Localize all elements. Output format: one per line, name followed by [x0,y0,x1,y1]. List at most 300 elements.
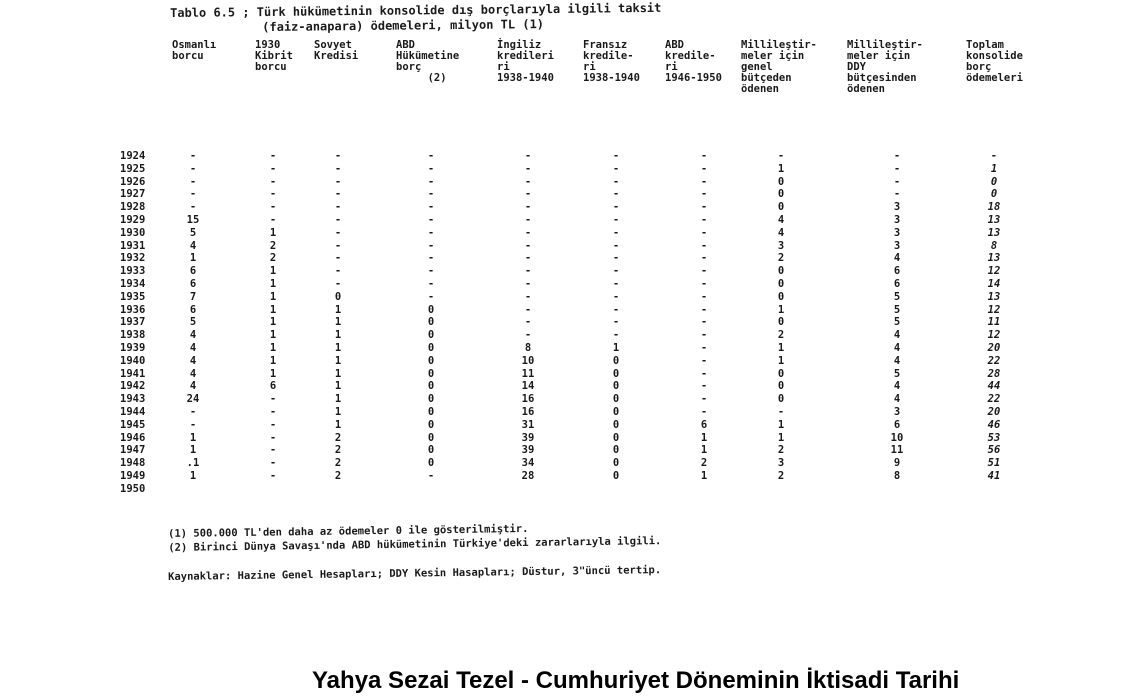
table-cell: 1 [269,265,277,278]
table-cell: - [893,188,901,201]
table-cell: - [700,213,708,226]
table-cell: 1 [189,469,197,482]
table-cell [693,483,715,496]
table-cell: - [269,405,277,418]
table-cell: 3 [777,239,785,252]
table-cell: 53 [987,431,1001,444]
table-cell: 1 [777,341,785,354]
table-cell: 14 [987,277,1001,290]
table-cell: - [269,201,277,214]
table-cell: - [700,226,708,239]
table-cell: 39 [521,431,535,444]
year-label: 1929 [120,213,146,226]
column-header-abd_kredi: ABD kredile- ri 1946-1950 [665,39,722,84]
table-cell: 0 [612,367,620,380]
table-cell: 3 [893,239,901,252]
table-cell [886,483,908,496]
table-cell: - [700,162,708,175]
table-cell: - [269,175,277,188]
table-cell: 13 [987,252,1001,265]
table-cell: 4 [893,380,901,393]
table-cell: 15 [186,213,200,226]
table-cell: 7 [189,290,197,303]
table-cell: - [612,316,620,329]
column-osmanli [182,150,204,496]
table-cell: - [427,265,435,278]
table-cell: 6 [269,380,277,393]
table-cell: 1 [189,431,197,444]
table-cell: 0 [777,316,785,329]
table-cell: - [269,469,277,482]
table-cell: - [334,188,342,201]
table-cell [517,483,539,496]
table-cell: 0 [612,393,620,406]
table-cell: 0 [777,188,785,201]
table-cell: 0 [427,431,435,444]
table-cell: - [524,303,532,316]
table-cell: - [334,175,342,188]
table-cell: 2 [777,469,785,482]
table-cell: 0 [427,303,435,316]
table-cell: 1 [777,431,785,444]
table-cell: 34 [521,457,535,470]
table-cell: - [269,393,277,406]
year-label: 1928 [120,201,146,214]
table-cell: 5 [893,290,901,303]
table-cell: 4 [893,341,901,354]
table-cell: .1 [186,457,200,470]
table-cell: 0 [427,444,435,457]
table-cell: 20 [987,405,1001,418]
table-cell: 3 [777,457,785,470]
table-cell: - [524,213,532,226]
table-cell: - [612,290,620,303]
table-cell: - [524,162,532,175]
table-cell: 0 [990,175,998,188]
column-sovyet [327,150,349,496]
column-abd_kredi [693,150,715,496]
column-fransiz [605,150,627,496]
table-cell [262,483,284,496]
table-cell: 2 [777,252,785,265]
year-label: 1934 [120,277,146,290]
table-cell: 8 [990,239,998,252]
table-cell: 2 [334,444,342,457]
table-cell: 0 [427,405,435,418]
table-cell: 1 [990,162,998,175]
table-cell: 0 [427,354,435,367]
table-cell: 1 [269,367,277,380]
table-cell: - [700,265,708,278]
sources-line: Kaynaklar: Hazine Genel Hesapları; DDY Kesin Hasapları; Düstur, 3"üncü tertip. [168,564,662,583]
table-cell: - [427,188,435,201]
table-cell: 0 [427,393,435,406]
footnote-1: (1) 500.000 TL'den daha az ödemeler 0 ile gösterilmiştir. [168,522,529,540]
table-cell: 1 [777,303,785,316]
table-cell: 4 [777,226,785,239]
table-cell: 5 [893,367,901,380]
table-cell: 1 [334,341,342,354]
year-label: 1937 [120,316,146,329]
table-cell: 4 [189,239,197,252]
table-cell: 1 [612,341,620,354]
table-cell: - [700,175,708,188]
table-cell: 0 [777,265,785,278]
year-label: 1925 [120,162,146,175]
table-cell: 10 [890,431,904,444]
table-cell: - [700,405,708,418]
table-cell: 2 [700,457,708,470]
table-cell: - [334,162,342,175]
table-cell: - [700,252,708,265]
table-cell: - [612,150,620,162]
table-cell: - [427,175,435,188]
table-cell: 4 [893,354,901,367]
table-cell: - [893,175,901,188]
table-cell: 1 [777,162,785,175]
table-cell: - [524,175,532,188]
table-cell: 0 [612,431,620,444]
table-cell: 6 [189,303,197,316]
table-cell: - [334,252,342,265]
table-cell: - [427,213,435,226]
table-cell: - [612,201,620,214]
table-cell: - [427,201,435,214]
table-cell: 0 [777,290,785,303]
table-cell [420,483,442,496]
table-cell: 4 [893,252,901,265]
table-cell: 1 [269,341,277,354]
table-cell [983,483,1005,496]
table-cell: - [334,265,342,278]
table-cell: 0 [612,444,620,457]
table-cell: 1 [334,393,342,406]
year-label: 1926 [120,175,146,188]
table-cell: 0 [334,290,342,303]
column-header-kibrit: 1930 Kibrit borcu [255,39,293,73]
table-cell: - [612,162,620,175]
table-cell: 0 [427,457,435,470]
table-cell: - [524,239,532,252]
year-label: 1940 [120,354,146,367]
table-cell: - [524,226,532,239]
table-cell: - [612,239,620,252]
table-cell: 6 [189,277,197,290]
table-cell: 1 [700,431,708,444]
table-cell: 1 [269,354,277,367]
table-cell: 8 [893,469,901,482]
table-cell: 0 [427,329,435,342]
table-cell: 28 [521,469,535,482]
table-cell: 1 [269,329,277,342]
table-cell: 39 [521,444,535,457]
table-cell: 12 [987,329,1001,342]
table-cell: 0 [990,188,998,201]
table-cell: 11 [521,367,535,380]
table-cell: 6 [893,277,901,290]
table-cell: 0 [777,380,785,393]
year-label: 1949 [120,469,146,482]
table-cell: - [269,444,277,457]
table-cell: 0 [612,469,620,482]
table-cell: 16 [521,405,535,418]
table-cell: - [524,252,532,265]
table-cell: 5 [893,316,901,329]
column-mill_genel [770,150,792,496]
column-kibrit [262,150,284,496]
table-cell: - [612,226,620,239]
table-cell: 13 [987,213,1001,226]
table-cell: - [612,213,620,226]
table-cell: - [334,150,342,162]
book-footer: Yahya Sezai Tezel - Cumhuriyet Döneminin İktisadi Tarihi [312,667,960,694]
table-cell [605,483,627,496]
table-cell: 0 [777,393,785,406]
table-cell: - [269,431,277,444]
table-cell: 2 [269,239,277,252]
table-cell: - [612,252,620,265]
table-cell: 1 [334,303,342,316]
table-cell: 1 [269,226,277,239]
table-cell: 46 [987,418,1001,431]
table-cell: - [269,418,277,431]
table-cell: - [189,188,197,201]
year-label: 1939 [120,341,146,354]
table-cell: - [700,277,708,290]
table-cell: - [893,162,901,175]
table-cell: 1 [334,405,342,418]
table-cell: - [427,239,435,252]
year-label: 1935 [120,290,146,303]
table-cell: 1 [269,316,277,329]
table-cell: 2 [334,457,342,470]
table-cell: 0 [612,457,620,470]
table-cell: 24 [186,393,200,406]
table-cell: 4 [189,380,197,393]
table-cell: - [427,226,435,239]
table-cell: - [427,469,435,482]
table-cell: 1 [334,354,342,367]
table-cell: 4 [189,354,197,367]
table-cell: - [777,405,785,418]
table-cell: 20 [987,341,1001,354]
table-cell: 0 [612,354,620,367]
table-cell: - [700,380,708,393]
year-label: 1931 [120,239,146,252]
table-cell: - [334,239,342,252]
table-cell: - [334,201,342,214]
table-cell: - [269,188,277,201]
table-cell [182,483,204,496]
year-label: 1943 [120,393,146,406]
table-cell: 6 [189,265,197,278]
table-cell: - [334,213,342,226]
table-cell: - [700,316,708,329]
column-header-mill_genel: Millileştir- meler için genel bütçeden ödenen [741,39,817,95]
column-abd_hukumet [420,150,442,496]
table-cell: - [427,162,435,175]
table-cell: 1 [189,444,197,457]
table-cell: 5 [189,226,197,239]
table-cell: 2 [334,431,342,444]
table-cell: 4 [893,393,901,406]
column-header-fransiz: Fransız kredile- ri 1938-1940 [583,39,640,84]
year-label: 1930 [120,226,146,239]
table-cell: - [524,277,532,290]
table-cell: 1 [334,380,342,393]
table-cell: - [524,265,532,278]
table-cell: - [189,175,197,188]
year-label: 1944 [120,405,146,418]
table-cell: 11 [987,316,1001,329]
table-cell: - [524,188,532,201]
table-cell: - [189,162,197,175]
table-cell: - [269,162,277,175]
table-cell: 0 [427,367,435,380]
table-cell: 11 [890,444,904,457]
table-cell: 22 [987,393,1001,406]
table-cell: 3 [893,226,901,239]
table-cell: - [189,405,197,418]
table-cell: - [524,316,532,329]
table-cell: 51 [987,457,1001,470]
table-cell: 2 [334,469,342,482]
table-cell: - [524,290,532,303]
table-cell: 0 [612,418,620,431]
title-line-2: (faiz-anapara) ödemeleri, milyon TL (1) [262,17,545,35]
year-label: 1932 [120,252,146,265]
column-mill_ddy [886,150,908,496]
table-cell: 2 [777,329,785,342]
table-cell: 0 [612,405,620,418]
table-cell: 0 [777,367,785,380]
table-cell: 6 [700,418,708,431]
year-column [120,150,145,496]
table-cell: 3 [893,201,901,214]
table-cell [327,483,349,496]
table-cell: - [189,418,197,431]
table-cell: - [427,150,435,162]
table-cell: 9 [893,457,901,470]
table-cell: 8 [524,341,532,354]
year-label: 1941 [120,367,146,380]
table-cell: 1 [269,290,277,303]
table-cell: 18 [987,201,1001,214]
year-label: 1938 [120,329,146,342]
column-header-ingiliz: İngiliz kredileri ri 1938-1940 [497,39,554,84]
column-header-toplam: Toplam konsolide borç ödemeleri [966,39,1023,84]
column-header-abd_hukumet: ABD Hükümetine borç (2) [396,39,460,84]
table-cell: 14 [521,380,535,393]
table-cell: 0 [427,380,435,393]
table-cell: - [700,367,708,380]
table-cell: - [612,265,620,278]
table-cell: - [700,201,708,214]
table-cell: - [700,303,708,316]
table-cell: 1 [777,354,785,367]
table-cell: - [189,201,197,214]
table-cell: - [700,188,708,201]
table-cell: - [700,150,708,162]
column-header-osmanli: Osmanlı borcu [172,39,217,62]
table-cell: 6 [893,418,901,431]
table-cell: - [893,150,901,162]
table-cell: 16 [521,393,535,406]
year-label: 1950 [120,482,146,495]
table-cell [770,483,792,496]
table-cell: 41 [987,469,1001,482]
table-cell: - [524,201,532,214]
column-toplam [983,150,1005,496]
table-cell: - [700,239,708,252]
table-cell: 12 [987,265,1001,278]
table-cell: 4 [189,367,197,380]
table-cell: - [612,303,620,316]
footnote-2: (2) Birinci Dünya Savaşı'nda ABD hükümetinin Türkiye'deki zararlarıyla ilgili. [168,535,662,554]
table-cell: 0 [427,316,435,329]
table-cell: 56 [987,444,1001,457]
table-cell: - [612,175,620,188]
table-cell: 1 [777,418,785,431]
table-cell: 0 [777,175,785,188]
table-cell: 1 [334,316,342,329]
table-cell: - [189,150,197,162]
table-cell: - [777,150,785,162]
table-cell: 0 [777,277,785,290]
table-cell: - [612,277,620,290]
table-cell: - [269,213,277,226]
year-label: 1936 [120,303,146,316]
table-cell: 3 [893,405,901,418]
table-cell: 1 [334,329,342,342]
table-cell: 13 [987,290,1001,303]
year-label: 1942 [120,380,146,393]
table-cell: - [700,393,708,406]
table-cell: 2 [777,444,785,457]
table-cell: 22 [987,354,1001,367]
table-cell: 4 [189,341,197,354]
year-label: 1933 [120,265,146,278]
table-cell: 44 [987,380,1001,393]
table-cell: - [269,150,277,162]
table-cell: - [612,188,620,201]
table-cell: 1 [334,418,342,431]
year-label: 1927 [120,188,146,201]
table-cell: 13 [987,226,1001,239]
table-cell: - [612,329,620,342]
table-cell: 1 [700,444,708,457]
year-label: 1946 [120,431,146,444]
table-cell: - [427,252,435,265]
column-header-sovyet: Sovyet Kredisi [314,39,359,62]
table-cell: - [269,457,277,470]
table-cell: 1 [269,303,277,316]
table-cell: 1 [334,367,342,380]
year-label: 1947 [120,444,146,457]
table-cell: - [700,329,708,342]
year-label: 1945 [120,418,146,431]
table-cell: 3 [893,213,901,226]
table-cell: - [334,226,342,239]
table-cell: 10 [521,354,535,367]
table-cell: - [427,290,435,303]
table-cell: 0 [777,201,785,214]
table-cell: 1 [189,252,197,265]
table-cell: 1 [269,277,277,290]
table-cell: - [700,341,708,354]
table-cell: 4 [189,329,197,342]
table-cell: 1 [700,469,708,482]
